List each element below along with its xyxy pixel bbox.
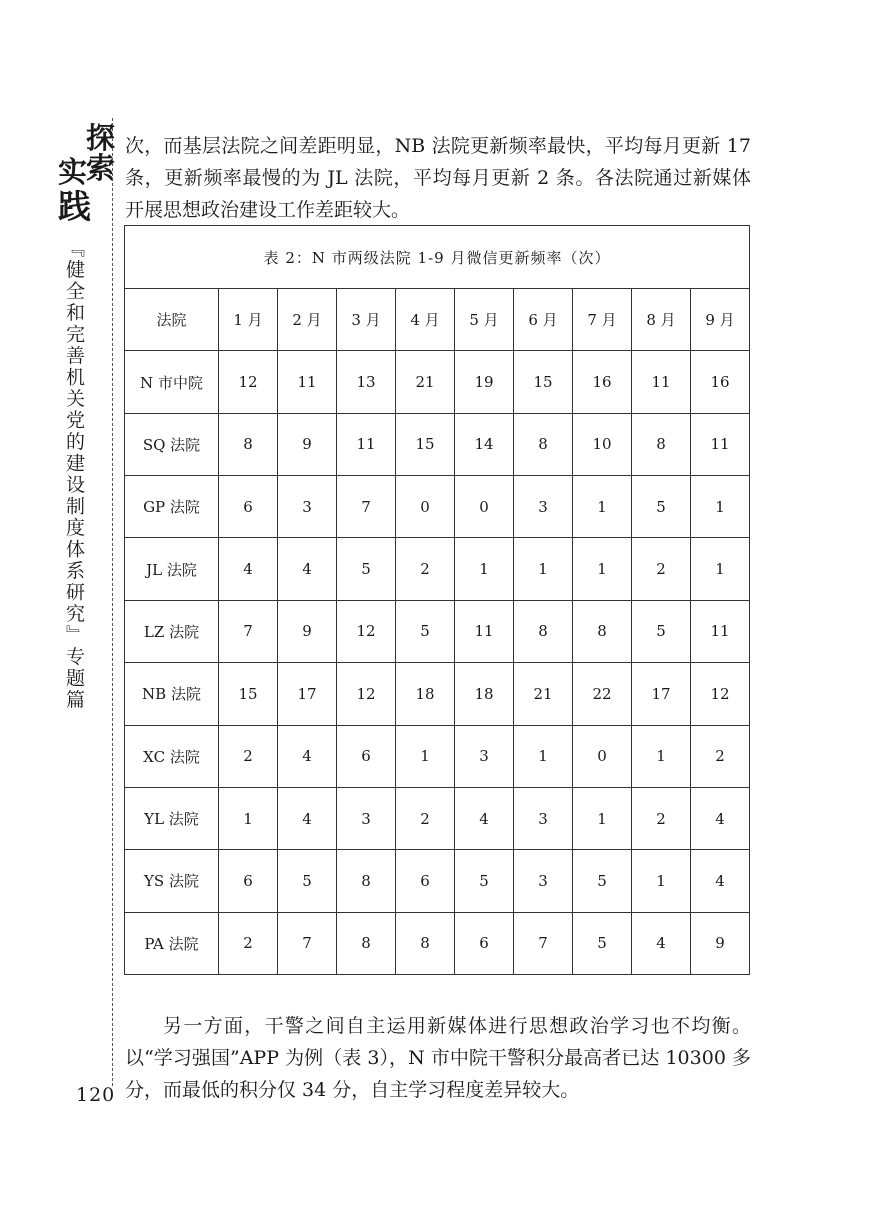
value-cell: 5 <box>573 912 632 974</box>
value-cell: 9 <box>278 413 337 475</box>
value-cell: 0 <box>455 476 514 538</box>
value-cell: 1 <box>573 787 632 849</box>
value-cell: 15 <box>396 413 455 475</box>
value-cell: 1 <box>514 725 573 787</box>
value-cell: 17 <box>278 663 337 725</box>
value-cell: 5 <box>455 850 514 912</box>
body-paragraph-top: 次，而基层法院之间差距明显，NB 法院更新频率最快，平均每月更新 17 条，更新频率最慢的为 JL 法院，平均每月更新 2 条。各法院通过新媒体开展思想政治建设工作差距较大。 <box>125 135 751 221</box>
table-row <box>125 538 750 600</box>
value-cell: 1 <box>455 538 514 600</box>
value-cell: 6 <box>337 725 396 787</box>
value-cell: 5 <box>337 538 396 600</box>
value-cell: 3 <box>455 725 514 787</box>
court-name-cell: N 市中院 <box>125 351 219 413</box>
value-cell: 6 <box>396 850 455 912</box>
value-cell: 8 <box>337 850 396 912</box>
value-cell: 3 <box>514 476 573 538</box>
value-cell: 13 <box>337 351 396 413</box>
court-name-cell: XC 法院 <box>125 725 219 787</box>
table-row <box>125 413 750 475</box>
value-cell: 7 <box>337 476 396 538</box>
value-cell: 16 <box>691 351 750 413</box>
value-cell: 1 <box>396 725 455 787</box>
value-cell: 14 <box>455 413 514 475</box>
value-cell: 7 <box>514 912 573 974</box>
value-cell: 4 <box>455 787 514 849</box>
value-cell: 8 <box>632 413 691 475</box>
value-cell: 19 <box>455 351 514 413</box>
sidebar <box>48 118 116 1106</box>
table-row <box>125 850 750 912</box>
value-cell: 12 <box>691 663 750 725</box>
header-court: 法院 <box>125 289 219 351</box>
value-cell: 4 <box>691 787 750 849</box>
value-cell: 5 <box>278 850 337 912</box>
value-cell: 5 <box>396 600 455 662</box>
page-number: 120 <box>76 1084 116 1106</box>
header-month: 8 月 <box>632 289 691 351</box>
value-cell: 3 <box>337 787 396 849</box>
value-cell: 3 <box>514 850 573 912</box>
value-cell: 1 <box>573 476 632 538</box>
value-cell: 5 <box>573 850 632 912</box>
value-cell: 8 <box>514 600 573 662</box>
value-cell: 4 <box>632 912 691 974</box>
value-cell: 9 <box>278 600 337 662</box>
value-cell: 6 <box>219 476 278 538</box>
table-header-row <box>125 289 750 351</box>
table-row <box>125 600 750 662</box>
header-month: 7 月 <box>573 289 632 351</box>
value-cell: 4 <box>691 850 750 912</box>
value-cell: 5 <box>632 476 691 538</box>
value-cell: 12 <box>337 600 396 662</box>
value-cell: 15 <box>219 663 278 725</box>
value-cell: 6 <box>455 912 514 974</box>
value-cell: 2 <box>691 725 750 787</box>
value-cell: 1 <box>632 850 691 912</box>
value-cell: 2 <box>219 912 278 974</box>
value-cell: 8 <box>573 600 632 662</box>
value-cell: 21 <box>396 351 455 413</box>
table-row <box>125 725 750 787</box>
table-row <box>125 351 750 413</box>
value-cell: 3 <box>514 787 573 849</box>
value-cell: 0 <box>396 476 455 538</box>
value-cell: 2 <box>396 538 455 600</box>
table-row <box>125 663 750 725</box>
value-cell: 2 <box>632 787 691 849</box>
court-name-cell: GP 法院 <box>125 476 219 538</box>
court-name-cell: LZ 法院 <box>125 600 219 662</box>
court-name-cell: JL 法院 <box>125 538 219 600</box>
value-cell: 11 <box>337 413 396 475</box>
header-month: 6 月 <box>514 289 573 351</box>
value-cell: 18 <box>396 663 455 725</box>
value-cell: 1 <box>632 725 691 787</box>
value-cell: 17 <box>632 663 691 725</box>
value-cell: 4 <box>278 538 337 600</box>
value-cell: 10 <box>573 413 632 475</box>
value-cell: 1 <box>219 787 278 849</box>
value-cell: 21 <box>514 663 573 725</box>
court-name-cell: PA 法院 <box>125 912 219 974</box>
body-paragraph-bottom: 另一方面，干警之间自主运用新媒体进行思想政治学习也不均衡。以“学习强国”APP 为例（表 3），N 市中院干警积分最高者已达 10300 多分，而最低的积分仅 34 分，自主学习程度差异较大。 <box>125 1015 751 1101</box>
table-caption: 表 2：N 市两级法院 1-9 月微信更新频率（次） <box>125 226 750 289</box>
value-cell: 12 <box>219 351 278 413</box>
value-cell: 6 <box>219 850 278 912</box>
value-cell: 15 <box>514 351 573 413</box>
value-cell: 16 <box>573 351 632 413</box>
logo-char: 探 <box>86 121 116 155</box>
value-cell: 4 <box>278 787 337 849</box>
table-row <box>125 912 750 974</box>
table-caption-row <box>125 226 750 289</box>
value-cell: 11 <box>632 351 691 413</box>
value-cell: 8 <box>337 912 396 974</box>
court-name-cell: YS 法院 <box>125 850 219 912</box>
dashed-divider <box>112 118 113 1086</box>
value-cell: 2 <box>632 538 691 600</box>
logo-char: 索 <box>86 151 116 185</box>
value-cell: 1 <box>514 538 573 600</box>
value-cell: 1 <box>691 476 750 538</box>
value-cell: 1 <box>573 538 632 600</box>
value-cell: 7 <box>278 912 337 974</box>
header-month: 4 月 <box>396 289 455 351</box>
value-cell: 9 <box>691 912 750 974</box>
vertical-section-title: 『健全和完善机关党的建设制度体系研究』专题篇 <box>63 238 85 711</box>
court-name-cell: YL 法院 <box>125 787 219 849</box>
value-cell: 5 <box>632 600 691 662</box>
value-cell: 18 <box>455 663 514 725</box>
value-cell: 8 <box>514 413 573 475</box>
value-cell: 8 <box>396 912 455 974</box>
value-cell: 11 <box>691 600 750 662</box>
logo-char: 实 <box>58 155 88 189</box>
value-cell: 2 <box>396 787 455 849</box>
series-logo <box>56 121 116 228</box>
value-cell: 4 <box>278 725 337 787</box>
value-cell: 11 <box>278 351 337 413</box>
header-month: 9 月 <box>691 289 750 351</box>
header-month: 3 月 <box>337 289 396 351</box>
value-cell: 11 <box>455 600 514 662</box>
value-cell: 11 <box>691 413 750 475</box>
value-cell: 12 <box>337 663 396 725</box>
value-cell: 0 <box>573 725 632 787</box>
table-row <box>125 787 750 849</box>
value-cell: 3 <box>278 476 337 538</box>
value-cell: 7 <box>219 600 278 662</box>
value-cell: 22 <box>573 663 632 725</box>
logo-char: 践 <box>58 187 91 226</box>
wechat-frequency-table <box>124 225 750 975</box>
value-cell: 4 <box>219 538 278 600</box>
court-name-cell: SQ 法院 <box>125 413 219 475</box>
table-row <box>125 476 750 538</box>
header-month: 1 月 <box>219 289 278 351</box>
value-cell: 1 <box>691 538 750 600</box>
value-cell: 8 <box>219 413 278 475</box>
court-name-cell: NB 法院 <box>125 663 219 725</box>
header-month: 2 月 <box>278 289 337 351</box>
header-month: 5 月 <box>455 289 514 351</box>
value-cell: 2 <box>219 725 278 787</box>
